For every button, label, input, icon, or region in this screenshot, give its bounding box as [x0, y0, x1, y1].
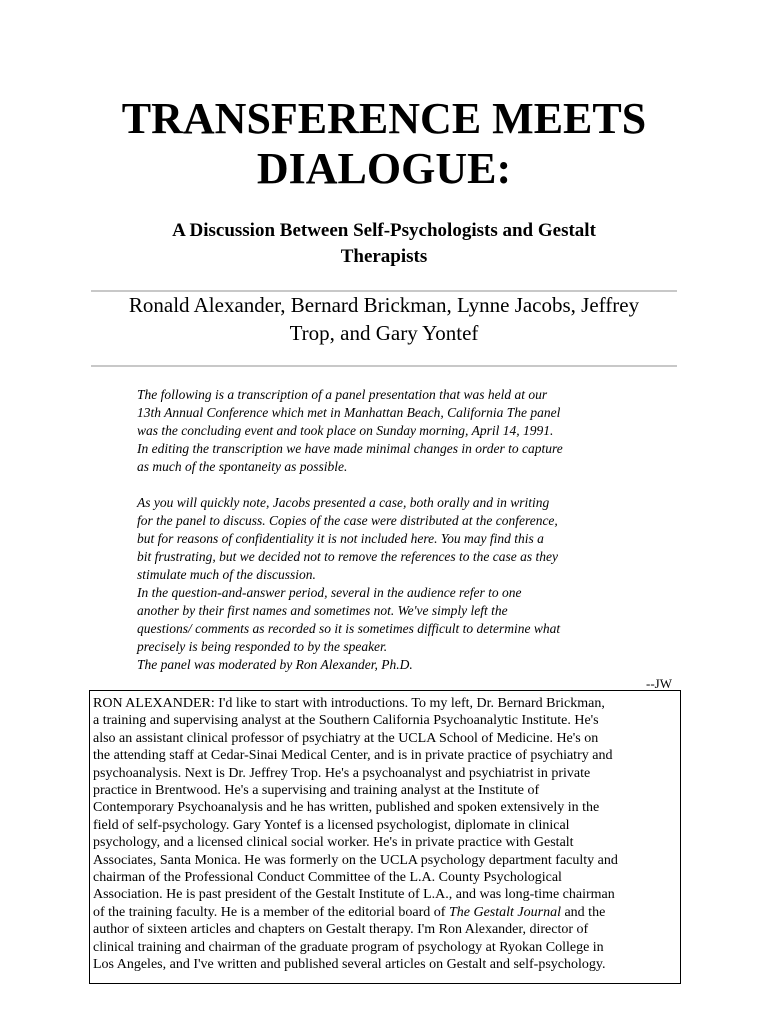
journal-title: The Gestalt Journal	[448, 904, 561, 920]
transcript-text-part-1: RON ALEXANDER: I'd like to start with introductions. To my left, Dr. Bernard Brickman, a training and supervising analyst at the Southern California Psychoanalytic Institute. He's also an assistant clinical professor of psychiatry at the UCLA School of Medicine. He's on the attending staff at Cedar-Sinai Medical Center, and is in private practice of psychiatry and psychoanalysis. Next is Dr. Jeffrey Trop. He's a psychoanalyst and psychiatrist in private practice in Brentwood. He's a supervising and training analyst at the Institute of Contemporary Psychoanalysis and he has written, published and spoken extensively in the field of self-psychology. Gary Yontef is a licensed psychologist, diplomate in clinical psychology, and a licensed clinical social worker. He's in private practice with Gestalt Associates, Santa Monica. He was formerly on the UCLA psychology department faculty and chairman of the Professional Conduct Committee of the L.A. County Psychological Association. He is past president of the Gestalt Institute of L.A., and was long-time chairman of the training faculty. He is a member of the editorial board of	[93, 696, 618, 920]
document-subtitle: A Discussion Between Self-Psychologists and Gestalt Therapists	[172, 220, 596, 267]
title-line-1: TRANSFERENCE MEETS	[121, 94, 647, 143]
intro-paragraph-2: As you will quickly note, Jacobs presented a case, both orally and in writing for the panel to discuss. Copies of the case were distributed at the conference, but for reasons of confidentiality it is not included here. You may find this a bit frustrating, but we decided not to remove the references to the case as they stimulate much of the discussion. In the question-and-answer period, several in the audience refer to one another by their first names and sometimes not. We've simply left the questions/ comments as recorded so it is sometimes difficult to determine what precisely is being responded to by the speaker. The panel was moderated by Ron Alexander, Ph.D.	[137, 495, 561, 672]
document-title	[60, 94, 708, 194]
transcript-paragraph	[93, 695, 680, 974]
transcript-box	[89, 690, 681, 984]
bottom-divider	[91, 365, 677, 367]
intro-paragraph-1: The following is a transcription of a panel presentation that was held at our 13th Annual Conference which met in Manhattan Beach, California The panel was the concluding event and took place on Sunday morning, April 14, 1991. In editing the transcription we have made minimal changes in order to capture as much of the spontaneity as possible.	[137, 387, 563, 474]
title-line-2: DIALOGUE:	[256, 144, 512, 193]
editor-signature: --JW	[646, 676, 672, 691]
editor-introduction	[137, 386, 637, 674]
transcript-text-part-2: and the author of sixteen articles and chapters on Gestalt therapy. I'm Ron Alexander, director of clinical training and chairman of the graduate program of psychology at Ryokan College in Los Angeles, and I've written and published several articles on Gestalt and self-psychology.	[93, 904, 606, 973]
authors-line: Ronald Alexander, Bernard Brickman, Lynne Jacobs, Jeffrey Trop, and Gary Yontef	[128, 293, 640, 345]
